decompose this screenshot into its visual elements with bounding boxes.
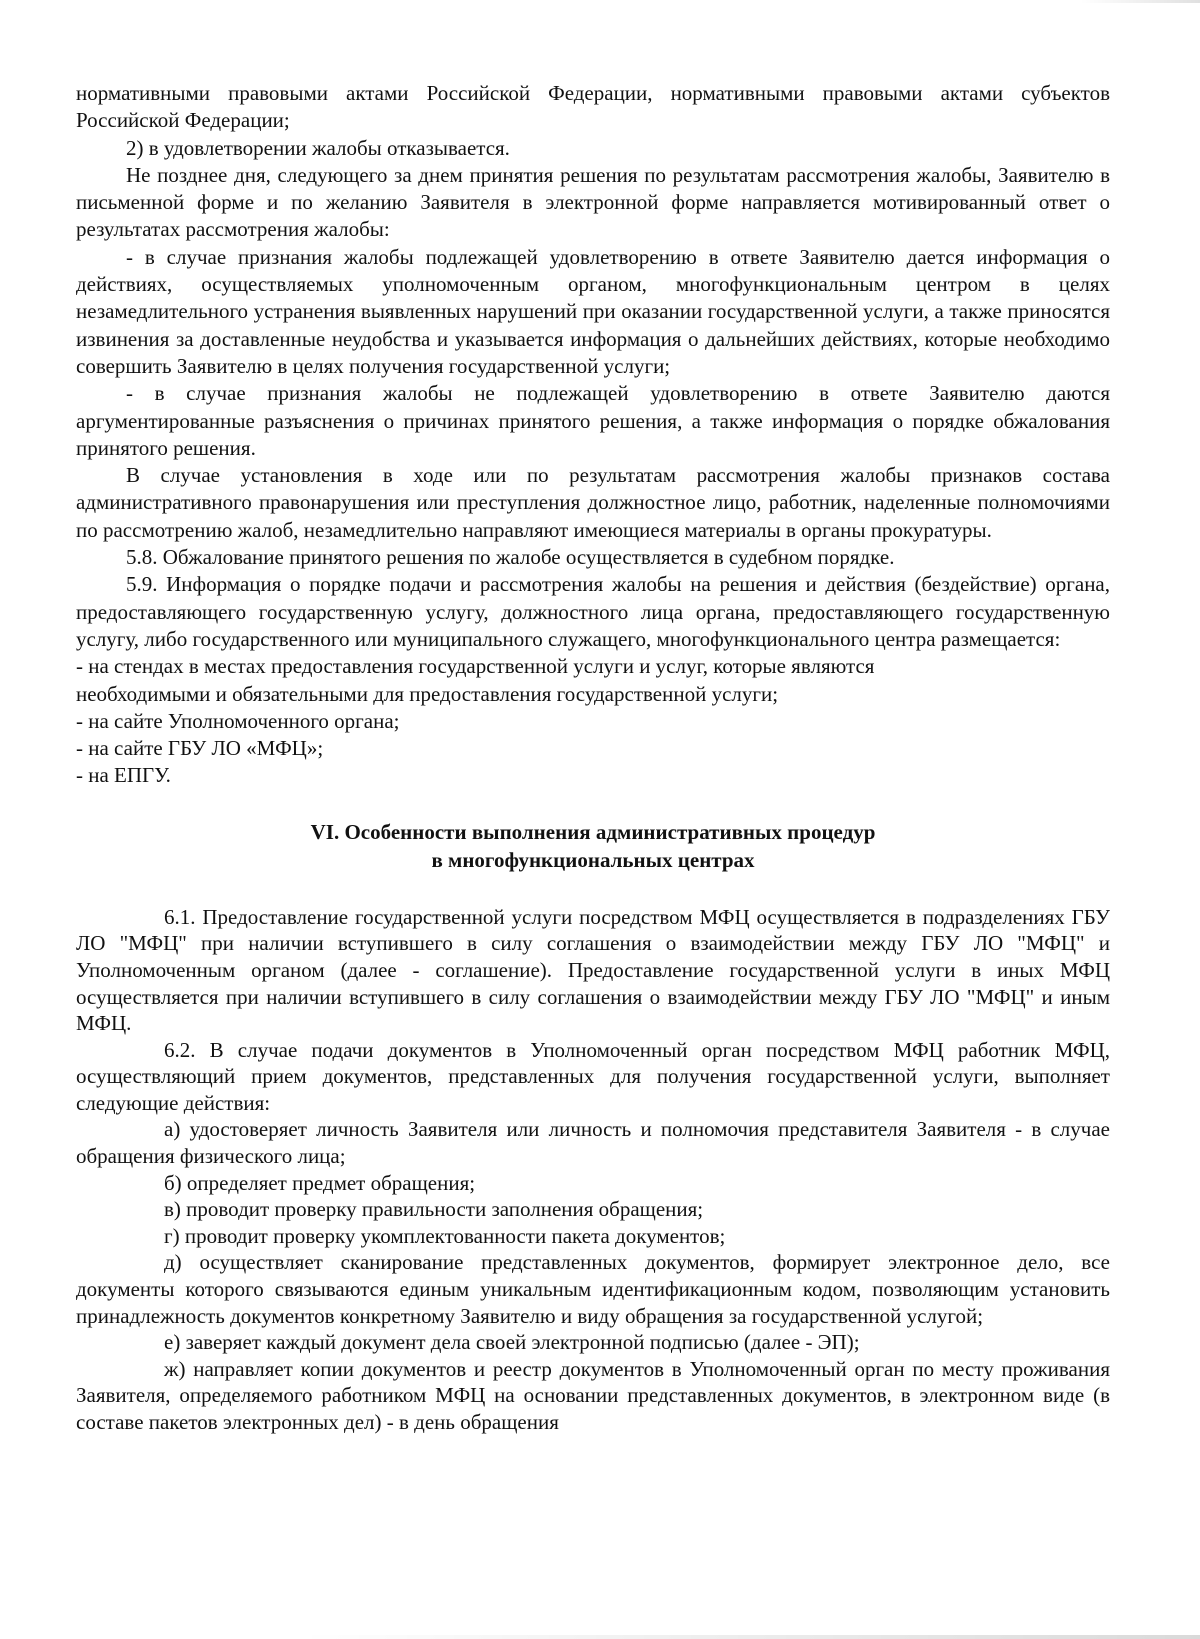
document-body: [76, 80, 1110, 1436]
heading-line: VI. Особенности выполнения административных процедур: [310, 819, 876, 844]
paragraph: 5.9. Информация о порядке подачи и рассмотрения жалобы на решения и действия (бездействие) органа, предоставляющего государственную услугу, должностного лица органа, предоставляющего государственную услугу, либо государственного или муниципального служащего, многофункционального центра размещается:: [76, 572, 1110, 651]
paragraph: - в случае признания жалобы подлежащей удовлетворению в ответе Заявителю дается информация о действиях, осуществляемых уполномоченным органом, многофункциональным центром в целях незамедлительного устранения выявленных нарушений при оказании государственной услуги, а также приносятся извинения за доставленные неудобства и указывается информация о дальнейших действиях, которые необходимо совершить Заявителю в целях получения государственной услуги;: [76, 244, 1110, 378]
list-item: - на сайте Уполномоченного органа;: [76, 708, 400, 733]
scan-edge-bottom: [300, 1635, 1200, 1639]
list-item: - на ЕПГУ.: [76, 763, 171, 788]
paragraph: 6.2. В случае подачи документов в Уполномоченный орган посредством МФЦ работник МФЦ, осуществляющий прием документов, представленных для получения государственной услуги, выполняет следующие действия:: [76, 1037, 1110, 1115]
paragraph: - в случае признания жалобы не подлежащей удовлетворению в ответе Заявителю даются аргументированные разъяснения о причинах принятого решения, а также информация о порядке обжалования принятого решения.: [76, 381, 1110, 460]
section-6-text: [76, 904, 1110, 1436]
list-item: необходимыми и обязательными для предоставления государственной услуги;: [76, 681, 779, 706]
heading-line: в многофункциональных центрах: [431, 847, 755, 872]
placement-list: [76, 653, 1110, 789]
paragraph: нормативными правовыми актами Российской Федерации, нормативными правовыми актами субъектов Российской Федерации;: [76, 81, 1110, 133]
paragraph: 6.1. Предоставление государственной услуги посредством МФЦ осуществляется в подразделениях ГБУ ЛО "МФЦ" при наличии вступившего в силу соглашения о взаимодействии между ГБУ ЛО "МФЦ" и Уполномоченным органом (далее - соглашение). Предоставление государственной услуги в иных МФЦ осуществляется при наличии вступившего в силу соглашения о взаимодействии между ГБУ ЛО "МФЦ" и иным МФЦ.: [76, 904, 1110, 1036]
section-heading: [76, 818, 1110, 874]
section-5-text: [76, 80, 1110, 790]
paragraph: б) определяет предмет обращения;: [164, 1170, 476, 1195]
paragraph: е) заверяет каждый документ дела своей электронной подписью (далее - ЭП);: [164, 1330, 860, 1355]
list-item: - на сайте ГБУ ЛО «МФЦ»;: [76, 736, 324, 761]
paragraph: в) проводит проверку правильности заполнения обращения;: [164, 1197, 704, 1222]
paragraph: 5.8. Обжалование принятого решения по жалобе осуществляется в судебном порядке.: [126, 545, 895, 570]
scan-edge-top: [1080, 0, 1200, 3]
paragraph: а) удостоверяет личность Заявителя или личность и полномочия представителя Заявителя - в случае обращения физического лица;: [76, 1117, 1110, 1169]
paragraph: 2) в удовлетворении жалобы отказывается.: [126, 135, 510, 160]
paragraph: ж) направляет копии документов и реестр документов в Уполномоченный орган по месту проживания Заявителя, определяемого работником МФЦ на основании представленных документов, в электронном виде (в составе пакетов электронных дел) - в день обращения: [76, 1356, 1110, 1434]
paragraph: Не позднее дня, следующего за днем принятия решения по результатам рассмотрения жалобы, Заявителю в письменной форме и по желанию Заявителя в электронной форме направляется мотивированный ответ о результатах рассмотрения жалобы:: [76, 162, 1110, 242]
paragraph: д) осуществляет сканирование представленных документов, формирует электронное дело, все документы которого связываются единым уникальным идентификационным кодом, позволяющим установить принадлежность документов конкретному Заявителю и виду обращения за государственной услугой;: [76, 1250, 1110, 1328]
paragraph: г) проводит проверку укомплектованности пакета документов;: [164, 1223, 726, 1248]
list-item: - на стендах в местах предоставления государственной услуги и услуг, которые являются: [76, 654, 875, 679]
paragraph: В случае установления в ходе или по результатам рассмотрения жалобы признаков состава административного правонарушения или преступления должностное лицо, работник, наделенные полномочиями по рассмотрению жалоб, незамедлительно направляют имеющиеся материалы в органы прокуратуры.: [76, 463, 1110, 542]
